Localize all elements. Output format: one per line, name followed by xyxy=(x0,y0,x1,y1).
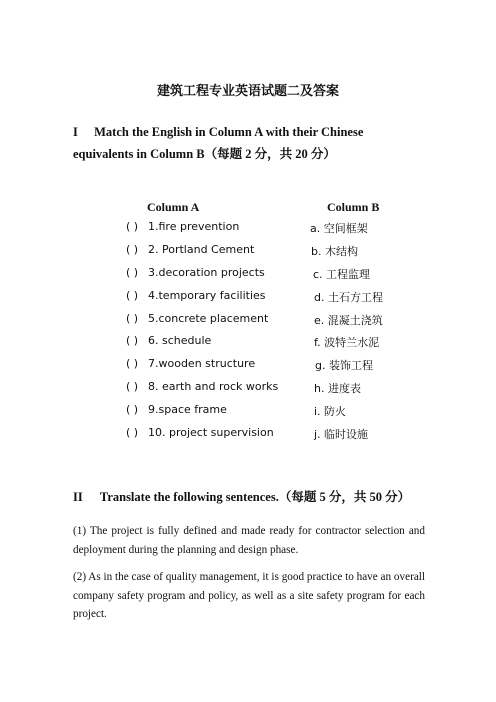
column-b-item: h. 进度表 xyxy=(314,382,361,395)
column-b-item: c. 工程监理 xyxy=(313,268,371,281)
column-b-header: Column B xyxy=(327,200,380,214)
column-a-item: 6. schedule xyxy=(148,334,212,347)
answer-blank[interactable]: ( ) xyxy=(126,334,139,347)
matching-row xyxy=(0,312,496,334)
section-1-instructions: Match the English in Column A with their Chinese equivalents in Column B（每题 2 分，共 20 分） xyxy=(73,125,364,161)
matching-row xyxy=(0,426,496,448)
column-a-item: 5.concrete placement xyxy=(148,312,269,325)
matching-row xyxy=(0,220,496,242)
answer-blank[interactable]: ( ) xyxy=(126,243,139,256)
matching-row xyxy=(0,403,496,425)
column-b-item: b. 木结构 xyxy=(311,245,358,258)
section-2-heading xyxy=(73,486,425,508)
document-title: 建筑工程专业英语试题二及答案 xyxy=(156,83,339,98)
column-a-item: 9.space frame xyxy=(148,403,227,416)
column-a-item: 8. earth and rock works xyxy=(148,380,279,393)
matching-row xyxy=(0,243,496,265)
section-2-number: II xyxy=(73,490,83,504)
section-1-number: I xyxy=(73,125,78,139)
column-b-item: i. 防火 xyxy=(314,405,347,418)
matching-row xyxy=(0,357,496,379)
column-b-item: g. 装饰工程 xyxy=(315,359,373,372)
column-b-item: d. 土石方工程 xyxy=(314,291,383,304)
sentence-paragraph-1: (1) The project is fully defined and made ready for contractor selection and deployment during the planning and design phase. xyxy=(73,525,425,556)
column-a-item: 10. project supervision xyxy=(148,426,274,439)
column-a-item: 1.fire prevention xyxy=(148,220,240,233)
section-2-instructions: Translate the following sentences.（每题 5 分，共 50 分） xyxy=(99,490,411,504)
column-a-header: Column A xyxy=(147,200,200,214)
answer-blank[interactable]: ( ) xyxy=(126,403,139,416)
answer-blank[interactable]: ( ) xyxy=(126,426,139,439)
answer-blank[interactable]: ( ) xyxy=(126,357,139,370)
column-b-item: j. 临时设施 xyxy=(314,428,369,441)
answer-blank[interactable]: ( ) xyxy=(126,289,139,302)
column-a-item: 4.temporary facilities xyxy=(148,289,266,302)
matching-row xyxy=(0,380,496,402)
column-a-item: 3.decoration projects xyxy=(148,266,265,279)
answer-blank[interactable]: ( ) xyxy=(126,266,139,279)
answer-blank[interactable]: ( ) xyxy=(126,380,139,393)
answer-blank[interactable]: ( ) xyxy=(126,312,139,325)
sentence-paragraph-2: (2) As in the case of quality management, it is good practice to have an overall company safety program and policy, as well as a site safety program for each project. xyxy=(73,571,425,620)
column-b-item: a. 空间框架 xyxy=(310,222,368,235)
matching-row xyxy=(0,334,496,356)
matching-row xyxy=(0,289,496,311)
column-b-item: f. 波特兰水泥 xyxy=(314,336,380,349)
answer-blank[interactable]: ( ) xyxy=(126,220,139,233)
section-1-heading xyxy=(73,121,425,165)
column-a-item: 2. Portland Cement xyxy=(148,243,255,256)
column-b-item: e. 混凝土浇筑 xyxy=(314,314,383,327)
matching-row xyxy=(0,266,496,288)
column-a-item: 7.wooden structure xyxy=(148,357,256,370)
